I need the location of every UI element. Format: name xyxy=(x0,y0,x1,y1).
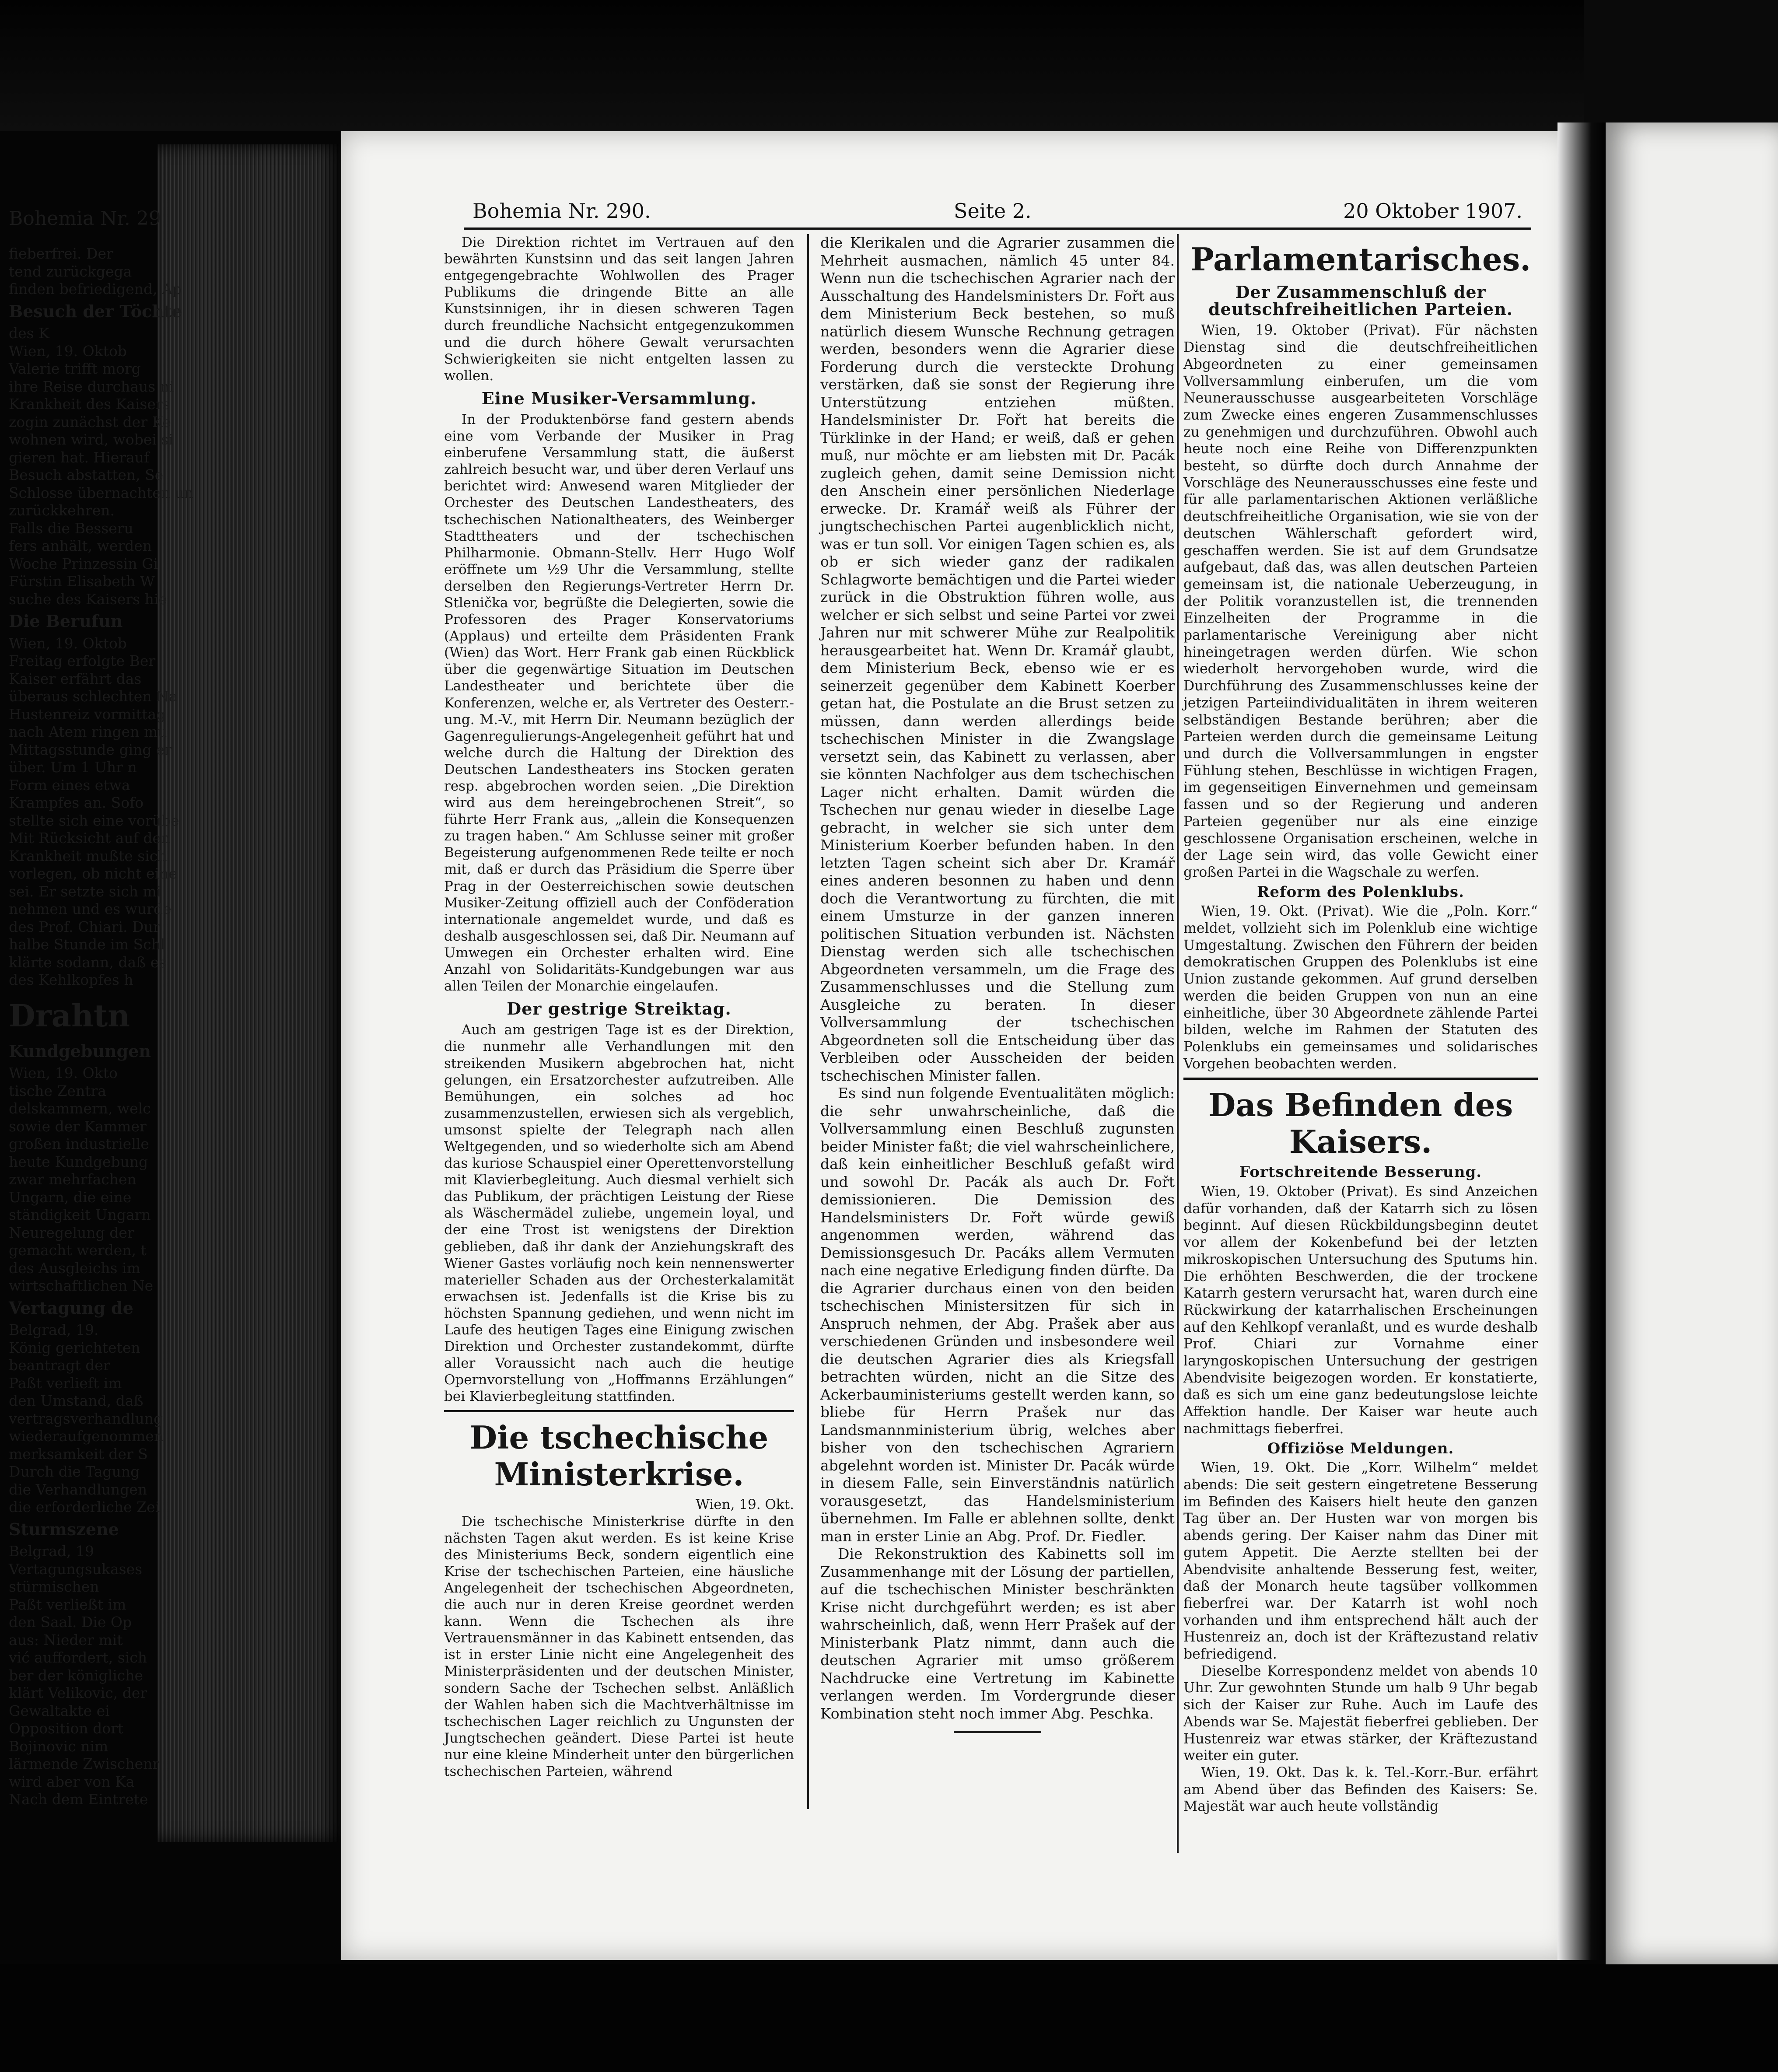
article-paragraph: Wien, 19. Okt. Die „Korr. Wilhelm“ meldet abends: Die seit gestern eingetretene Besserung im Befinden des Kaisers hielt heute den ganzen Tag über an. Der Husten war von morgen bis abends gering. Der Kaiser nahm das Diner mit gutem Appetit. Die Aerzte stellten bei der Abendvisite anhaltende Besserung fest, weiter, daß der Monarch heute tagsüber vollkommen fieberfrei war. Der Katarrh ist wohl noch vorhanden und ihm entsprechend hält auch der Hustenreiz an, doch ist der Kräftezustand relativ befriedigend. xyxy=(1183,1460,1538,1662)
adjacent-page-line: Fürstin Elisabeth W xyxy=(9,573,155,590)
adjacent-page-line: die erforderliche Zei xyxy=(9,1498,160,1516)
adjacent-page-line: Besuch der Töchte xyxy=(9,301,182,321)
adjacent-page-line: Vertagung de xyxy=(9,1298,133,1318)
adjacent-page-line: Mittagsstunde ging er xyxy=(9,741,172,758)
adjacent-page-line: ihre Reise durchaus ni xyxy=(9,378,174,395)
adjacent-page-line: Bojinovic nim xyxy=(9,1737,108,1755)
film-border-bottom xyxy=(0,1964,1778,2072)
adjacent-page-line: Die Berufun xyxy=(9,611,123,631)
adjacent-page-line: Krankheit des Kaisers xyxy=(9,396,170,413)
adjacent-page-line: sei. Er setzte sich mi xyxy=(9,882,161,900)
section-heading: Offiziöse Meldungen. xyxy=(1267,1439,1454,1457)
adjacent-page-line: stellte sich eine vorübe xyxy=(9,812,179,829)
adjacent-page-line: des Ausgleichs im xyxy=(9,1259,140,1277)
adjacent-page-line: beantragt der xyxy=(9,1357,110,1374)
adjacent-page-line: wohnen wird, wobei si xyxy=(9,431,173,448)
article-divider xyxy=(1183,1078,1538,1080)
adjacent-page-line: Drahtn xyxy=(9,997,130,1034)
adjacent-page-line: finden befriedigend, Ap xyxy=(9,280,182,298)
adjacent-page-line: Paßt verlieft im xyxy=(9,1374,122,1392)
article-paragraph: Wien, 19. Oktober (Privat). Es sind Anzeichen dafür vorhanden, daß der Katarrh sich zu lösen beginnt. Auf diesen Rückbildungsbeginn deutet vor allem der Kokenbefund bei der letzten mikroskopischen Untersuchung des Sputums hin. Die erhöhten Beschwerden, die der trockene Katarrh gestern verursacht hat, waren durch eine Rückwirkung der katarrhalischen Erscheinungen auf den Kehlkopf veranlaßt, und es wurde deshalb Prof. Chiari zur Vornahme einer laryngoskopischen Untersuchung der gestrigen Abendvisite beigezogen worden. Er konstatierte, daß es sich um eine ganz bedeutungslose leichte Affektion handle. Der Kaiser war heute auch nachmittags fieberfrei. xyxy=(1183,1184,1538,1437)
adjacent-page-header: Bohemia Nr. 29 xyxy=(9,207,161,230)
article-paragraph: Wien, 19. Okt. Das k. k. Tel.-Korr.-Bur. erfährt am Abend über das Befinden des Kaisers: Se. Majestät war auch heute vollständig xyxy=(1183,1764,1538,1815)
film-border-top xyxy=(0,0,1778,131)
article-paragraph: In der Produktenbörse fand gestern abends eine vom Verbande der Musiker in Prag einberufene Versammlung statt, die äußerst zahlreich besucht war, und über deren Verlauf uns berichtet wird: Anwesend waren Mitglieder der Orchester des Deutschen Landestheaters, des tschechischen Nationaltheaters, des Weinberger Stadttheaters und der tschechischen Philharmonie. Obmann-Stellv. Herr Hugo Wolf eröffnete um ½9 Uhr die Versammlung, stellte derselben den Regierungs-Vertreter Herrn Dr. Stlenička vor, begrüßte die Delegierten, sowie die Professoren des Prager Konservatoriums (Applaus) und erteilte dem Präsidenten Frank (Wien) das Wort. Herr Frank gab einen Rückblick über die gegenwärtige Situation im Deutschen Landestheater und berichtete über die Konferenzen, welche er, als Vertreter des Oesterr.-ung. M.-V., mit Herrn Dir. Neumann bezüglich der Gagenregulierungs-Angelegenheit geführt hat und welche durch die Haltung der Direktion des Deutschen Landestheaters ins Stocken geraten resp. abgebrochen worden seien. „Die Direktion wird aus dem hereingebrochenen Streit“, so führte Herr Frank aus, „allein die Konsequenzen zu tragen haben.“ Am Schlusse seiner mit großer Begeisterung aufgenommenen Rede teilte er noch mit, daß er durch das Präsidium die Sperre über Prag in der Oesterreichischen sowie deutschen Musiker-Zeitung offiziell auch der Conföderation internationale angemeldet wurde, und daß es deshalb ausgeschlossen sei, daß Dir. Neumann auf Umwegen ein Orchester erhalten wird. Eine Anzahl von Solidaritäts-Kundgebungen war aus allen Teilen der Monarchie eingelaufen. xyxy=(444,411,794,994)
column-1 xyxy=(444,234,794,1780)
adjacent-page-line: über. Um 1 Uhr n xyxy=(9,759,137,776)
adjacent-page-line: Ungarn, die eine xyxy=(9,1188,132,1206)
adjacent-page-line: Krankheit mußte sich xyxy=(9,847,167,864)
adjacent-page-line: fers anhält, werden xyxy=(9,537,152,554)
adjacent-page-line: Mit Rücksicht auf den xyxy=(9,830,171,847)
adjacent-page-line: halbe Stunde im Schl xyxy=(9,936,165,953)
adjacent-page-line: Kaiser erfährt das xyxy=(9,670,142,687)
column-3 xyxy=(1183,234,1538,1815)
adjacent-page-line: Opposition dort xyxy=(9,1720,124,1737)
adjacent-page-line: Belgrad, 19 xyxy=(9,1543,94,1560)
adjacent-page-line: vorlegen, ob nicht eine xyxy=(9,865,177,882)
article-paragraph: Wien, 19. Oktober (Privat). Für nächsten Dienstag sind die deutschfreiheitlichen Abgeordneten zu einer gemeinsamen Vollversammlung einberufen, um die vom Neunerausschusse ausgearbeiteten Vorschläge zum Zwecke eines engeren Zusammenschlusses zu genehmigen und durchzuführen. Obwohl auch heute noch eine Reihe von Differenzpunkten besteht, so dürfte doch durch Annahme der Vorschläge des Neunerausschusses eine feste und für alle parlamentarischen Aktionen verläßliche deutschfreiheitliche Organisation, wie sie von der deutschen Wählerschaft gefordert wird, geschaffen werden. Sie ist auf dem Grundsatze aufgebaut, daß das, was allen deutschen Parteien gemeinsam ist, die nationale Ueberzeugung, in der Politik voranzustellen ist, die trennenden Einzelheiten der Programme in die parlamentarische Vereinigung aber nicht hineingetragen werden dürfen. Wie schon wiederholt hervorgehoben wurde, wird die Durchführung des Zusammenschlusses keine der jetzigen Parteiindividualitäten in ihrem weiteren selbständigen Bestande berühren; aber die Parteien werden durch die gemeinsame Leitung und durch die Vollversammlungen in engster Fühlung stehen, Beschlüsse in wichtigen Fragen, im gegenseitigen Einvernehmen und gemeinsam fassen und so der Regierung und anderen Parteien gegenüber nur als eine einzige geschlossene Organisation erscheinen, welche in der Lage sein wird, das volle Gewicht einer großen Partei in die Wagschale zu werfen. xyxy=(1183,322,1538,880)
article-headline: Das Befinden des Kaisers. xyxy=(1208,1086,1513,1161)
adjacent-page-line: die Verhandlungen xyxy=(9,1480,147,1498)
adjacent-page-line: Form eines etwa xyxy=(9,776,130,794)
article-paragraph: die Klerikalen und die Agrarier zusammen die Mehrheit ausmachen, nämlich 45 unter 84. Wenn nun die tschechischen Agrarier nach der Ausschaltung des Handelsministers Dr. Fořt aus dem Ministerium Beck bestehen, so muß natürlich diesem Wunsche Rechnung getragen werden, besonders wenn die Agrarier diese Forderung durch die versteckte Drohung verstärken, daß sie sonst der Regierung ihre Unterstützung entziehen müßten. Handelsminister Dr. Fořt hat bereits die Türklinke in der Hand; er weiß, daß er gehen muß, nur möchte er am liebsten mit Dr. Pacák zugleich gehen, damit seine Demission nicht den Anschein einer persönlichen Niederlage erwecke. Dr. Kramář weiß als Führer der jungtschechischen Partei augenblicklich nicht, was er tun soll. Vor einigen Tagen schien es, als ob er sich wieder ganz der radikalen Schlagworte bemächtigen und die Partei wieder zurück in die Obstruktion führen wolle, aus welcher er sich selbst und seine Partei vor zwei Jahren nur mit schwerer Mühe zur Realpolitik herausgearbeitet hat. Wenn Dr. Kramář glaubt, dem Ministerium Beck, ebenso wie er es seinerzeit gegenüber dem Kabinett Koerber getan hat, die Postulate an die Brust setzen zu müssen, dann werden allerdings beide tschechischen Minister in die Zwangslage versetzt sein, das Kabinett zu verlassen, aber sie könnten Nachfolger aus dem tschechischen Lager nicht erhalten. Damit würden die Tschechen nur genau wieder in dieselbe Lage gebracht, in welcher sie sich unter dem Ministerium Koerber befunden haben. In den letzten Tagen scheint sich aber Dr. Kramář eines anderen besonnen zu haben und denn doch die Verantwortung zu fürchten, die mit einem Umsturze in der ganzen inneren politischen Situation verbunden ist. Nächsten Dienstag werden sich alle tschechischen Abgeordneten versammeln, um die Frage des Zusammenschlusses und die Stellung zum Ausgleiche zu beraten. In dieser Vollversammlung der tschechischen Abgeordneten soll die Entscheidung über das Verbleiben oder Ausscheiden der beiden tschechischen Minister fallen. xyxy=(820,234,1175,1084)
adjacent-page-line: fieberfrei. Der xyxy=(9,245,113,262)
adjacent-page-line: Sturmszene xyxy=(9,1519,119,1539)
article-paragraph: Die Rekonstruktion des Kabinetts soll im Zusammenhange mit der Lösung der partiellen, auf die tschechischen Minister beschränkten Krise nicht durchgeführt werden; es ist aber wahrscheinlich, daß, wenn Herr Prašek auf der Ministerbank Platz nimmt, dann auch die deutschen Agrarier mit umso größerem Nachdrucke eine Vertretung im Kabinette verlangen werden. Im Vordergrunde dieser Kombination steht noch immer Abg. Peschka. xyxy=(820,1545,1175,1722)
adjacent-page-line: des Prof. Chiari. Dur xyxy=(9,918,160,935)
adjacent-page-line: des Kehlkopfes h xyxy=(9,971,133,988)
adjacent-page-line: ber der königliche xyxy=(9,1666,144,1684)
adjacent-page-line: heute Kundgebung xyxy=(9,1153,148,1170)
article-paragraph: Dieselbe Korrespondenz meldet von abends 10 Uhr. Zur gewohnten Stunde um halb 9 Uhr begab sich der Kaiser zur Ruhe. Auch im Laufe des Abends war Se. Majestät fieberfrei geblieben. Der Hustenreiz war etwas stärker, der Kräftezustand weiter ein guter. xyxy=(1183,1663,1538,1764)
adjacent-page-line: den Saal. Die Op xyxy=(9,1614,132,1631)
adjacent-page-line: gemacht werden, t xyxy=(9,1242,147,1259)
section-heading: Fortschreitende Besserung. xyxy=(1239,1163,1482,1181)
adjacent-page-line: nehmen und es wurde xyxy=(9,900,172,917)
adjacent-page-line: wird aber von Ka xyxy=(9,1773,135,1790)
adjacent-page-line: zogin zunächst der Ke xyxy=(9,413,171,430)
adjacent-page-line: Belgrad, 19. xyxy=(9,1321,99,1338)
article-end-mark xyxy=(954,1731,1041,1733)
adjacent-page-line: Hustenreiz vormittag xyxy=(9,705,166,723)
book-gutter xyxy=(1558,122,1606,1960)
article-paragraph: Die tschechische Ministerkrise dürfte in den nächsten Tagen akut werden. Es ist keine Krise des Ministeriums Beck, sondern eigentlich eine Krise der tschechischen Parteien, eine häusliche Angelegenheit der tschechischen Abgeordneten, die auch nur in deren Kreise geordnet werden kann. Wenn die Tschechen als ihre Vertrauensmänner in das Kabinett entsenden, das ist in erster Linie nicht eine Angelegenheit des Ministerpräsidenten und der deutschen Minister, sondern Sache der Tschechen selbst. Anläßlich der Wahlen haben sich die Machtverhältnisse im tschechischen Lager reichlich zu Ungunsten der Jungtschechen geändert. Diese Partei ist heute nur eine kleine Minderheit unter den bürgerlichen tschechischen Parteien, während xyxy=(444,1513,794,1779)
article-paragraph: Die Direktion richtet im Vertrauen auf den bewährten Kunstsinn und das seit langen Jahren entgegengebrachte Wohlwollen des Prager Publikums die dringende Bitte an alle Kunstsinnigen, ihr in diesen schweren Tagen durch freundliche Nachsicht entgegenzukommen und die durch höhere Gewalt verursachten Schwierigkeiten sie nicht entgelten lassen zu wollen. xyxy=(444,234,794,384)
adjacent-page-line: Kundgebungen xyxy=(9,1041,151,1061)
section-heading: Der Zusammenschluß der deutschfreiheitlichen Parteien. xyxy=(1208,282,1513,319)
dateline: Wien, 19. Okt. xyxy=(696,1497,794,1513)
header-paper-number: Bohemia Nr. 290. xyxy=(472,199,651,223)
adjacent-page-line: wiederaufgenommen xyxy=(9,1428,164,1445)
adjacent-page-line: nach Atem ringen mu xyxy=(9,723,167,740)
adjacent-page-line: gieren hat. Hierauf xyxy=(9,448,150,466)
adjacent-page-line: aus: Nieder mit xyxy=(9,1631,123,1648)
adjacent-page-line: den Umstand, daß xyxy=(9,1392,144,1409)
article-headline: Die tschechische Ministerkrise. xyxy=(469,1419,769,1493)
adjacent-page-line: Durch die Tagung xyxy=(9,1463,140,1480)
adjacent-page-line: Krampfes an. Sofo xyxy=(9,794,144,811)
film-border-corner xyxy=(1584,0,1778,131)
adjacent-page-line: vić auffordert, sich xyxy=(9,1649,147,1666)
adjacent-page-line: Nach dem Eintrete xyxy=(9,1791,148,1808)
adjacent-page-line: überaus schlechten Na xyxy=(9,688,178,705)
adjacent-page-line: tische Zentra xyxy=(9,1082,106,1099)
page-header xyxy=(472,199,1522,225)
section-heading: Reform des Polenklubs. xyxy=(1257,883,1464,901)
adjacent-page-line: Schlosse übernachten un xyxy=(9,484,194,501)
article-paragraph: Auch am gestrigen Tage ist es der Direktion, die nunmehr alle Verhandlungen mit den streikenden Musikern abgebrochen hat, nicht gelungen, ein Ersatzorchester aufzutreiben. Alle Bemühungen, ein solches ad hoc zusammenzustellen, erwiesen sich als vergeblich, umsonst spielte der Telegraph nach allen Weltgegenden, und so wiederholte sich am Abend das kuriose Schauspiel einer Operettenvorstellung mit Klavierbegleitung. Auch diesmal verhielt sich das Publikum, der prächtigen Leistung der Riese als Wäschermädel zuliebe, ungemein loyal, und der eine Trost ist wenigstens der Direktion geblieben, daß ihr dank der Anziehungskraft des Wiener Gastes vorläufig noch kein nennenswerter materieller Schaden aus der Orchesterkalamität erwachsen ist. Jedenfalls ist die Krise bis zu höchsten Spannung gediehen, und wenn nicht im Laufe des heutigen Tages eine Einigung zwischen Direktion und Orchester zustandekommt, dürfte aller Voraussicht nach auch die heutige Opernvorstellung von „Hoffmanns Erzählungen“ bei Klavierbegleitung stattfinden. xyxy=(444,1022,794,1405)
header-page-number: Seite 2. xyxy=(954,199,1032,223)
section-heading: Der gestrige Streiktag. xyxy=(507,999,732,1019)
adjacent-page-line: klärte sodann, daß es xyxy=(9,953,167,971)
adjacent-page-line: großen industrielle xyxy=(9,1135,149,1152)
article-headline: Parlamentarisches. xyxy=(1190,241,1531,278)
adjacent-page-line: Wien, 19. Okto xyxy=(9,1064,118,1082)
adjacent-page-line: Vertagungsukases xyxy=(9,1560,143,1578)
adjacent-page-line: Neuregelung der xyxy=(9,1224,134,1241)
adjacent-page-line: Wien, 19. Oktob xyxy=(9,634,127,652)
adjacent-page-line: ständigkeit Ungarn xyxy=(9,1206,151,1223)
adjacent-page-line: zwar mehrfachen xyxy=(9,1171,136,1188)
adjacent-page-line: Freitag erfolgte Ber xyxy=(9,652,156,669)
adjacent-page-line: tend zurückgega xyxy=(9,262,132,280)
article-paragraph: Es sind nun folgende Eventualitäten möglich: die sehr unwahrscheinliche, daß die Vollversammlung einen Beschluß zugunsten beider Minister faßt; die viel wahrscheinlichere, daß kein einheitlicher Beschluß gefaßt wird und sowohl Dr. Pacák als auch Dr. Fořt demissionieren. Die Demission des Handelsministers Dr. Fořt würde gewiß angenommen werden, während das Demissionsgesuch Dr. Pacáks allem Vermuten nach eine negative Erledigung finden dürfte. Da die Agrarier durchaus einen von den beiden tschechischen Ministersitzen für sich in Anspruch nehmen, der Abg. Prašek aber aus verschiedenen Gründen und insbesondere weil die deutschen Agrarier dies als Kriegsfall betrachten würden, nicht an die Sitze des Ackerbauministeriums gestellt werden kann, so bliebe für Herrn Prašek nur das Landsmannministerium übrig, welches aber bisher von den tschechischen Agrariern abgelehnt worden ist. Minister Dr. Pacák würde in diesem Falle, sein Einverständnis natürlich vorausgesetzt, das Handelsministerium übernehmen. Im Falle er ablehnen sollte, denkt man in erster Linie an Abg. Prof. Dr. Fiedler. xyxy=(820,1085,1175,1545)
adjacent-page-line: merksamkeit der S xyxy=(9,1445,148,1463)
adjacent-page-line: delskammern, welc xyxy=(9,1100,151,1117)
adjacent-page-line: Woche Prinzessin Gi xyxy=(9,555,158,572)
adjacent-page-line: des K xyxy=(9,325,49,342)
article-divider xyxy=(444,1410,794,1412)
column-2 xyxy=(820,234,1175,1733)
header-date: 20 Oktober 1907. xyxy=(1343,199,1522,223)
column-rule-1 xyxy=(807,234,809,1809)
section-heading: Eine Musiker-Versammlung. xyxy=(481,388,757,408)
adjacent-page-line: klärt Velikovic, der xyxy=(9,1684,147,1701)
adjacent-page-text xyxy=(9,245,193,1809)
adjacent-page-line: suche des Kaisers hie xyxy=(9,590,167,608)
adjacent-page-line: Falls die Besseru xyxy=(9,519,133,537)
adjacent-page xyxy=(1606,122,1778,1964)
adjacent-page-line: stürmischen xyxy=(9,1578,99,1595)
article-paragraph: Wien, 19. Okt. (Privat). Wie die „Poln. Korr.“ meldet, vollzieht sich im Polenklub eine wichtige Umgestaltung. Zwischen den Führern der beiden demokratischen Gruppen des Polenklubs ist eine Union zustande gekommen. Auf grund derselben werden die beiden Gruppen von nun an eine einheitliche, über 30 Abgeordnete zählende Partei bilden, welche im Rahmen der Statuten des Polenklubs ein gemeinsames und solidarisches Vorgehen beobachten werden. xyxy=(1183,903,1538,1072)
adjacent-page-line: Gewaltakte ei xyxy=(9,1702,110,1719)
adjacent-page-line: Wien, 19. Oktob xyxy=(9,342,127,360)
adjacent-page-line: wirtschaftlichen Ne xyxy=(9,1277,154,1294)
header-rule xyxy=(464,228,1531,230)
adjacent-page-line: lärmende Zwischenr xyxy=(9,1755,160,1772)
adjacent-page-line: sowie der Kammer xyxy=(9,1117,147,1135)
adjacent-page-line: zurückkehren. xyxy=(9,502,115,519)
column-rule-2 xyxy=(1177,234,1179,1853)
adjacent-page-line: Paßt verließt im xyxy=(9,1596,126,1613)
adjacent-page-line: König gerichteten xyxy=(9,1339,140,1356)
adjacent-page-line: vertragsverhandlung xyxy=(9,1410,163,1427)
adjacent-page-line: Besuch abstatten, Se xyxy=(9,466,164,483)
adjacent-page-line: Valerie trifft morg xyxy=(9,360,141,377)
